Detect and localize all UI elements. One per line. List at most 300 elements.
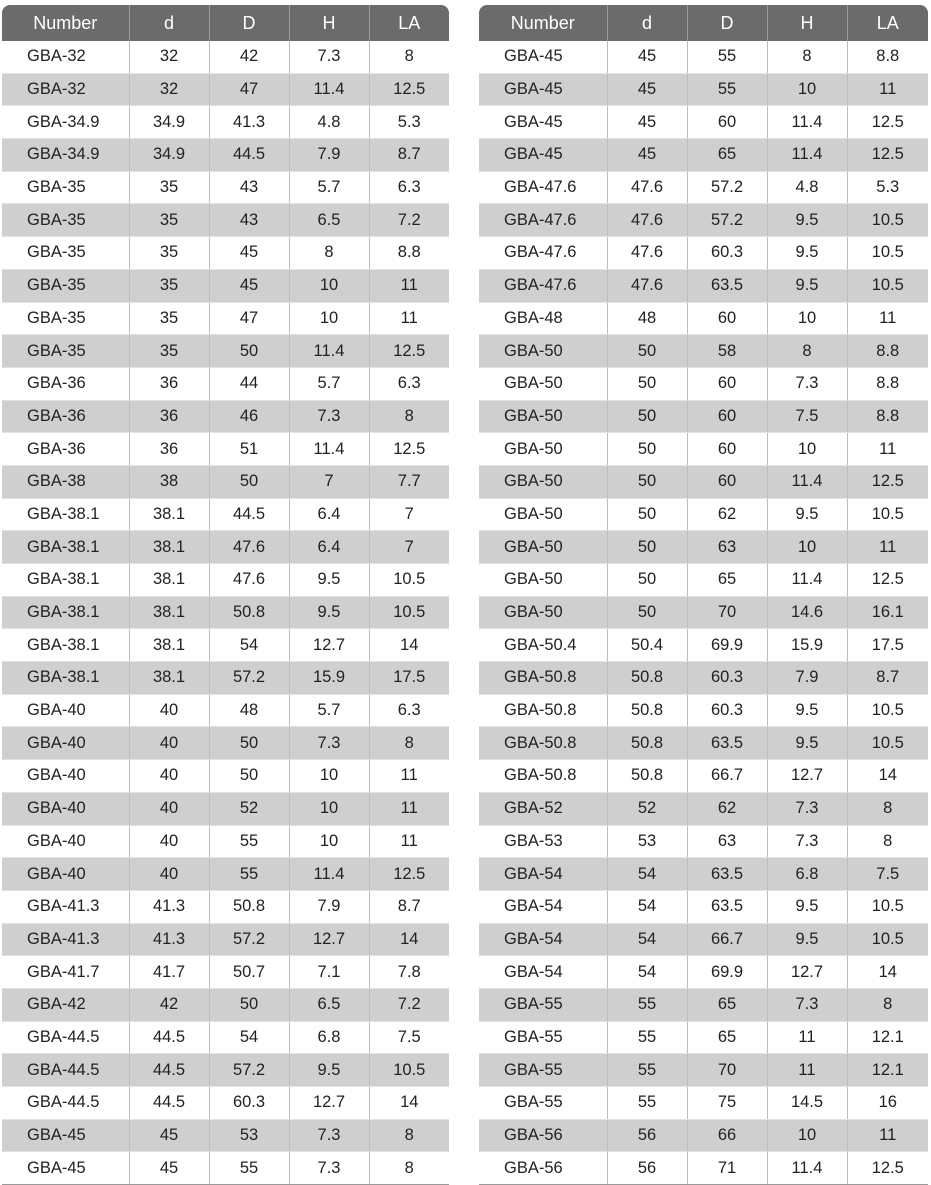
cell-number: GBA-50 <box>479 465 607 498</box>
header-la: LA <box>847 5 928 41</box>
table-row <box>2 890 449 923</box>
header-la: LA <box>369 5 449 41</box>
cell-h: 7.3 <box>289 1152 369 1185</box>
cell-la: 8.8 <box>847 400 928 433</box>
cell-d-inner: 53 <box>607 825 687 858</box>
cell-d-outer: 50.8 <box>209 890 289 923</box>
cell-la: 10.5 <box>847 727 928 760</box>
cell-d-inner: 50 <box>607 564 687 597</box>
cell-h: 7.3 <box>289 400 369 433</box>
cell-d-inner: 50.8 <box>607 727 687 760</box>
cell-la: 8 <box>369 727 449 760</box>
cell-number: GBA-50 <box>479 335 607 368</box>
cell-d-inner: 44.5 <box>129 1087 209 1120</box>
cell-la: 14 <box>847 956 928 989</box>
cell-number: GBA-35 <box>2 204 129 237</box>
cell-number: GBA-55 <box>479 1054 607 1087</box>
table-row <box>479 465 928 498</box>
cell-h: 7.3 <box>289 41 369 73</box>
cell-number: GBA-50.8 <box>479 760 607 793</box>
cell-d-outer: 57.2 <box>209 923 289 956</box>
cell-d-inner: 35 <box>129 269 209 302</box>
cell-number: GBA-50 <box>479 367 607 400</box>
cell-h: 10 <box>767 531 847 564</box>
cell-d-outer: 66.7 <box>687 923 767 956</box>
table-row <box>2 400 449 433</box>
cell-d-outer: 50 <box>209 465 289 498</box>
cell-d-inner: 44.5 <box>129 1021 209 1054</box>
table-row <box>2 531 449 564</box>
table-row <box>2 433 449 466</box>
cell-number: GBA-47.6 <box>479 237 607 270</box>
cell-d-inner: 44.5 <box>129 1054 209 1087</box>
cell-d-inner: 40 <box>129 694 209 727</box>
cell-h: 9.5 <box>767 727 847 760</box>
table-row <box>479 269 928 302</box>
cell-d-outer: 60 <box>687 367 767 400</box>
cell-number: GBA-56 <box>479 1119 607 1152</box>
cell-d-outer: 54 <box>209 1021 289 1054</box>
cell-la: 7.2 <box>369 204 449 237</box>
cell-la: 8 <box>847 988 928 1021</box>
table-row <box>2 465 449 498</box>
cell-number: GBA-35 <box>2 269 129 302</box>
cell-d-outer: 57.2 <box>209 662 289 695</box>
cell-d-outer: 60 <box>687 400 767 433</box>
cell-h: 8 <box>767 41 847 73</box>
cell-number: GBA-45 <box>479 41 607 73</box>
table-row <box>2 792 449 825</box>
cell-d-outer: 50.7 <box>209 956 289 989</box>
cell-number: GBA-38.1 <box>2 498 129 531</box>
cell-h: 12.7 <box>289 629 369 662</box>
cell-la: 14 <box>847 760 928 793</box>
cell-h: 7.3 <box>289 1119 369 1152</box>
cell-h: 5.7 <box>289 694 369 727</box>
cell-number: GBA-40 <box>2 727 129 760</box>
cell-number: GBA-47.6 <box>479 269 607 302</box>
cell-la: 10.5 <box>369 596 449 629</box>
cell-la: 8.8 <box>847 367 928 400</box>
cell-d-outer: 57.2 <box>687 204 767 237</box>
cell-la: 17.5 <box>369 662 449 695</box>
cell-d-outer: 52 <box>209 792 289 825</box>
cell-h: 11.4 <box>767 465 847 498</box>
cell-d-inner: 34.9 <box>129 106 209 139</box>
cell-d-inner: 55 <box>607 1054 687 1087</box>
header-number: Number <box>2 5 129 41</box>
cell-number: GBA-55 <box>479 1021 607 1054</box>
cell-d-inner: 50 <box>607 498 687 531</box>
table-row <box>2 1087 449 1120</box>
cell-d-inner: 38.1 <box>129 531 209 564</box>
cell-d-outer: 63.5 <box>687 858 767 891</box>
cell-d-outer: 65 <box>687 1021 767 1054</box>
cell-number: GBA-38.1 <box>2 662 129 695</box>
table-row <box>2 956 449 989</box>
cell-h: 11.4 <box>289 858 369 891</box>
table-row <box>2 923 449 956</box>
table-row <box>479 792 928 825</box>
cell-number: GBA-50 <box>479 400 607 433</box>
cell-d-outer: 44 <box>209 367 289 400</box>
cell-d-inner: 45 <box>607 73 687 106</box>
cell-d-outer: 45 <box>209 269 289 302</box>
cell-h: 6.8 <box>767 858 847 891</box>
cell-d-outer: 47 <box>209 73 289 106</box>
table-row <box>479 694 928 727</box>
cell-la: 12.5 <box>847 465 928 498</box>
cell-h: 15.9 <box>767 629 847 662</box>
cell-la: 14 <box>369 629 449 662</box>
table-row <box>2 694 449 727</box>
table-row <box>479 237 928 270</box>
table-row <box>2 629 449 662</box>
cell-d-inner: 47.6 <box>607 269 687 302</box>
cell-number: GBA-50 <box>479 564 607 597</box>
cell-h: 9.5 <box>289 564 369 597</box>
cell-la: 14 <box>369 923 449 956</box>
cell-d-outer: 57.2 <box>687 171 767 204</box>
cell-h: 9.5 <box>767 237 847 270</box>
table-row <box>479 335 928 368</box>
cell-h: 12.7 <box>767 956 847 989</box>
header-d-outer: D <box>209 5 289 41</box>
cell-la: 8.8 <box>369 237 449 270</box>
table-row <box>2 1021 449 1054</box>
table-row <box>2 858 449 891</box>
cell-d-inner: 50 <box>607 400 687 433</box>
cell-la: 10.5 <box>847 237 928 270</box>
cell-d-inner: 50 <box>607 531 687 564</box>
cell-d-outer: 63.5 <box>687 727 767 760</box>
cell-number: GBA-44.5 <box>2 1054 129 1087</box>
cell-d-outer: 65 <box>687 564 767 597</box>
cell-number: GBA-50 <box>479 498 607 531</box>
cell-d-outer: 60 <box>687 433 767 466</box>
cell-d-inner: 48 <box>607 302 687 335</box>
table-row <box>2 760 449 793</box>
table-row <box>2 825 449 858</box>
cell-d-outer: 47.6 <box>209 531 289 564</box>
cell-d-outer: 55 <box>209 825 289 858</box>
cell-d-outer: 51 <box>209 433 289 466</box>
table-row <box>479 400 928 433</box>
cell-number: GBA-40 <box>2 760 129 793</box>
cell-number: GBA-50 <box>479 596 607 629</box>
cell-d-outer: 71 <box>687 1152 767 1185</box>
table-row <box>479 1021 928 1054</box>
cell-number: GBA-45 <box>479 106 607 139</box>
cell-number: GBA-54 <box>479 956 607 989</box>
table-row <box>2 1054 449 1087</box>
cell-d-outer: 44.5 <box>209 139 289 172</box>
cell-la: 10.5 <box>847 694 928 727</box>
cell-la: 8 <box>369 1119 449 1152</box>
cell-la: 8 <box>369 41 449 73</box>
cell-d-outer: 60.3 <box>209 1087 289 1120</box>
header-row <box>479 5 928 41</box>
cell-h: 10 <box>767 433 847 466</box>
cell-d-outer: 46 <box>209 400 289 433</box>
table-row <box>479 204 928 237</box>
cell-d-inner: 40 <box>129 727 209 760</box>
cell-h: 9.5 <box>767 694 847 727</box>
table-row <box>479 890 928 923</box>
cell-la: 7.5 <box>369 1021 449 1054</box>
cell-d-outer: 60.3 <box>687 237 767 270</box>
header-row <box>2 5 449 41</box>
table-row <box>479 171 928 204</box>
cell-la: 10.5 <box>847 890 928 923</box>
cell-d-inner: 36 <box>129 433 209 466</box>
cell-d-outer: 62 <box>687 498 767 531</box>
cell-h: 11.4 <box>289 73 369 106</box>
table-row <box>479 531 928 564</box>
cell-d-outer: 50 <box>209 760 289 793</box>
table-row <box>2 564 449 597</box>
cell-la: 12.1 <box>847 1021 928 1054</box>
cell-number: GBA-35 <box>2 171 129 204</box>
cell-d-outer: 55 <box>687 73 767 106</box>
cell-h: 7.1 <box>289 956 369 989</box>
table-row <box>479 433 928 466</box>
cell-la: 16.1 <box>847 596 928 629</box>
cell-la: 10.5 <box>369 1054 449 1087</box>
cell-number: GBA-45 <box>2 1152 129 1185</box>
cell-d-outer: 69.9 <box>687 629 767 662</box>
cell-d-outer: 43 <box>209 171 289 204</box>
table-row <box>479 956 928 989</box>
cell-number: GBA-38.1 <box>2 564 129 597</box>
cell-la: 8 <box>369 1152 449 1185</box>
cell-la: 8.8 <box>847 41 928 73</box>
cell-h: 6.4 <box>289 498 369 531</box>
cell-la: 11 <box>847 531 928 564</box>
table-row <box>2 204 449 237</box>
cell-number: GBA-40 <box>2 792 129 825</box>
table-row <box>479 139 928 172</box>
cell-number: GBA-35 <box>2 335 129 368</box>
cell-h: 11 <box>767 1021 847 1054</box>
cell-d-inner: 55 <box>607 1087 687 1120</box>
cell-la: 10.5 <box>847 269 928 302</box>
table-row <box>2 662 449 695</box>
cell-d-outer: 60.3 <box>687 694 767 727</box>
cell-la: 12.5 <box>847 564 928 597</box>
cell-d-outer: 47.6 <box>209 564 289 597</box>
cell-la: 5.3 <box>369 106 449 139</box>
cell-number: GBA-50.8 <box>479 662 607 695</box>
table-row <box>479 106 928 139</box>
cell-d-inner: 47.6 <box>607 237 687 270</box>
cell-d-outer: 43 <box>209 204 289 237</box>
cell-d-outer: 65 <box>687 988 767 1021</box>
cell-number: GBA-40 <box>2 858 129 891</box>
cell-la: 8.7 <box>847 662 928 695</box>
cell-h: 9.5 <box>289 596 369 629</box>
cell-d-inner: 32 <box>129 41 209 73</box>
header-d-inner: d <box>607 5 687 41</box>
cell-h: 14.5 <box>767 1087 847 1120</box>
cell-number: GBA-44.5 <box>2 1087 129 1120</box>
cell-la: 8.7 <box>369 890 449 923</box>
cell-la: 11 <box>847 433 928 466</box>
cell-d-inner: 38.1 <box>129 564 209 597</box>
cell-h: 6.5 <box>289 204 369 237</box>
cell-h: 10 <box>289 760 369 793</box>
cell-number: GBA-38.1 <box>2 629 129 662</box>
cell-d-inner: 50.8 <box>607 662 687 695</box>
cell-number: GBA-38.1 <box>2 596 129 629</box>
table-row <box>479 629 928 662</box>
cell-h: 6.4 <box>289 531 369 564</box>
table-row <box>479 825 928 858</box>
cell-d-inner: 50 <box>607 335 687 368</box>
table-row <box>2 335 449 368</box>
cell-la: 14 <box>369 1087 449 1120</box>
cell-h: 9.5 <box>767 498 847 531</box>
cell-number: GBA-41.3 <box>2 923 129 956</box>
cell-la: 7 <box>369 498 449 531</box>
cell-h: 11.4 <box>767 564 847 597</box>
cell-la: 7.5 <box>847 858 928 891</box>
cell-h: 5.7 <box>289 171 369 204</box>
cell-d-inner: 50.8 <box>607 694 687 727</box>
cell-d-outer: 69.9 <box>687 956 767 989</box>
cell-d-inner: 41.3 <box>129 923 209 956</box>
cell-h: 14.6 <box>767 596 847 629</box>
cell-la: 16 <box>847 1087 928 1120</box>
cell-d-outer: 63 <box>687 531 767 564</box>
cell-number: GBA-36 <box>2 433 129 466</box>
cell-d-inner: 40 <box>129 760 209 793</box>
cell-d-outer: 57.2 <box>209 1054 289 1087</box>
cell-number: GBA-54 <box>479 890 607 923</box>
cell-d-inner: 54 <box>607 923 687 956</box>
cell-number: GBA-34.9 <box>2 139 129 172</box>
cell-d-outer: 62 <box>687 792 767 825</box>
cell-d-outer: 65 <box>687 139 767 172</box>
cell-h: 11.4 <box>289 433 369 466</box>
cell-number: GBA-35 <box>2 302 129 335</box>
cell-number: GBA-45 <box>479 139 607 172</box>
cell-d-outer: 58 <box>687 335 767 368</box>
cell-number: GBA-42 <box>2 988 129 1021</box>
cell-d-inner: 45 <box>607 106 687 139</box>
cell-h: 15.9 <box>289 662 369 695</box>
cell-number: GBA-38 <box>2 465 129 498</box>
cell-d-inner: 40 <box>129 825 209 858</box>
cell-h: 8 <box>767 335 847 368</box>
cell-d-outer: 66.7 <box>687 760 767 793</box>
cell-h: 9.5 <box>767 269 847 302</box>
cell-la: 17.5 <box>847 629 928 662</box>
header-h: H <box>289 5 369 41</box>
table-row <box>2 1152 449 1185</box>
table-row <box>2 1119 449 1152</box>
cell-d-inner: 54 <box>607 956 687 989</box>
cell-d-inner: 54 <box>607 890 687 923</box>
cell-d-inner: 36 <box>129 367 209 400</box>
cell-d-outer: 66 <box>687 1119 767 1152</box>
cell-h: 12.7 <box>289 1087 369 1120</box>
cell-d-outer: 60 <box>687 465 767 498</box>
cell-la: 11 <box>369 825 449 858</box>
cell-d-outer: 41.3 <box>209 106 289 139</box>
cell-d-outer: 60 <box>687 106 767 139</box>
header-d-inner: d <box>129 5 209 41</box>
cell-number: GBA-55 <box>479 988 607 1021</box>
cell-d-inner: 50.8 <box>607 760 687 793</box>
cell-la: 8 <box>847 792 928 825</box>
cell-d-inner: 42 <box>129 988 209 1021</box>
cell-la: 8.8 <box>847 335 928 368</box>
cell-d-outer: 44.5 <box>209 498 289 531</box>
cell-la: 12.1 <box>847 1054 928 1087</box>
cell-number: GBA-48 <box>479 302 607 335</box>
table-row <box>479 41 928 73</box>
cell-h: 10 <box>289 269 369 302</box>
cell-d-outer: 55 <box>209 1152 289 1185</box>
cell-h: 7.3 <box>767 988 847 1021</box>
table-row <box>2 269 449 302</box>
cell-la: 11 <box>369 269 449 302</box>
cell-d-outer: 50.8 <box>209 596 289 629</box>
cell-h: 10 <box>289 825 369 858</box>
cell-d-inner: 47.6 <box>607 204 687 237</box>
cell-la: 12.5 <box>847 139 928 172</box>
table-row <box>2 988 449 1021</box>
header-h: H <box>767 5 847 41</box>
table-row <box>479 302 928 335</box>
cell-h: 7 <box>289 465 369 498</box>
cell-h: 8 <box>289 237 369 270</box>
cell-number: GBA-36 <box>2 400 129 433</box>
cell-h: 10 <box>767 302 847 335</box>
cell-d-inner: 38.1 <box>129 629 209 662</box>
cell-d-inner: 55 <box>607 1021 687 1054</box>
cell-number: GBA-40 <box>2 694 129 727</box>
cell-la: 10.5 <box>847 204 928 237</box>
cell-d-inner: 38.1 <box>129 662 209 695</box>
cell-h: 11 <box>767 1054 847 1087</box>
table-row <box>479 1087 928 1120</box>
cell-la: 12.5 <box>847 1152 928 1185</box>
table-row <box>2 498 449 531</box>
cell-d-outer: 70 <box>687 596 767 629</box>
cell-la: 7 <box>369 531 449 564</box>
cell-d-outer: 55 <box>687 41 767 73</box>
cell-number: GBA-36 <box>2 367 129 400</box>
table-row <box>479 760 928 793</box>
cell-la: 6.3 <box>369 171 449 204</box>
cell-d-inner: 56 <box>607 1119 687 1152</box>
cell-d-inner: 54 <box>607 858 687 891</box>
cell-d-outer: 75 <box>687 1087 767 1120</box>
cell-h: 7.3 <box>767 792 847 825</box>
table-row <box>479 1152 928 1185</box>
cell-d-inner: 52 <box>607 792 687 825</box>
cell-number: GBA-32 <box>2 73 129 106</box>
cell-d-inner: 36 <box>129 400 209 433</box>
cell-la: 12.5 <box>369 335 449 368</box>
cell-h: 11.4 <box>767 106 847 139</box>
cell-d-outer: 70 <box>687 1054 767 1087</box>
cell-number: GBA-47.6 <box>479 171 607 204</box>
cell-h: 12.7 <box>289 923 369 956</box>
table-row <box>2 727 449 760</box>
